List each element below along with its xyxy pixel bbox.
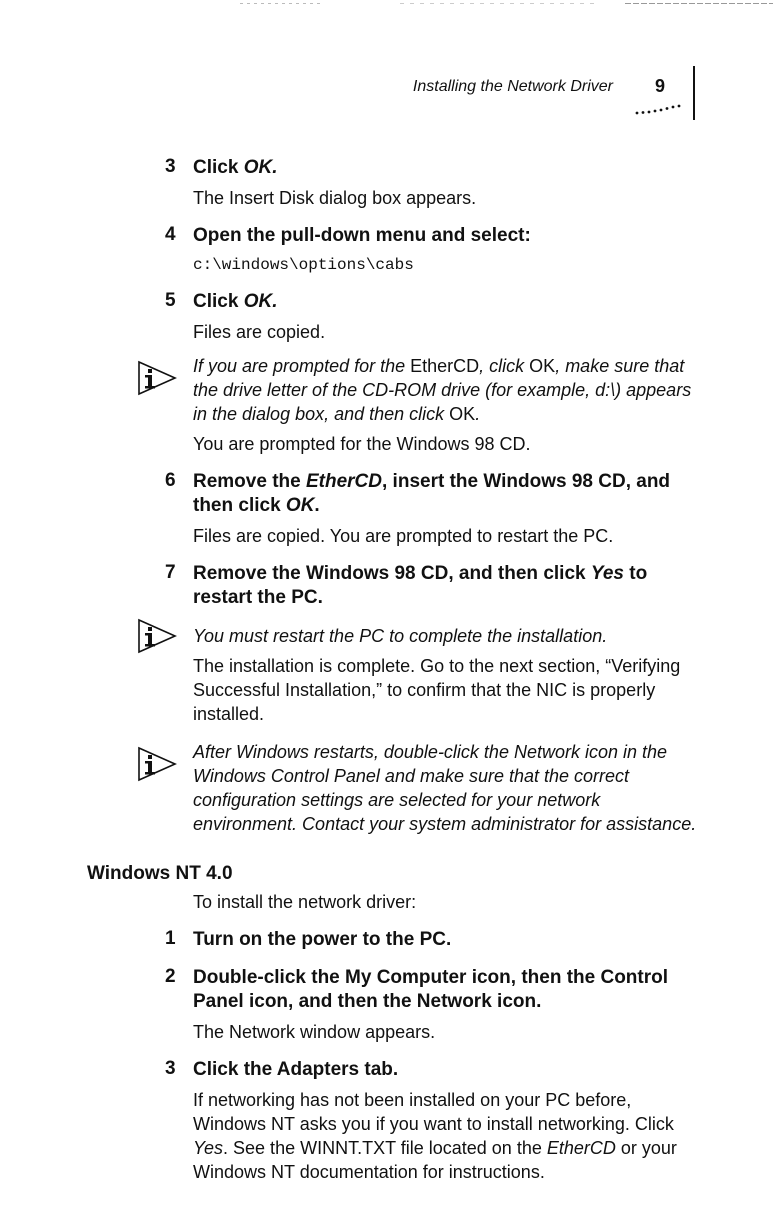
header-dots-decoration — [633, 100, 689, 116]
step-5 — [165, 290, 703, 344]
running-header — [381, 66, 701, 120]
info-note: You must restart the PC to complete the installation. — [193, 624, 703, 648]
step-number: 3 — [165, 156, 176, 177]
step-number: 4 — [165, 224, 176, 245]
step-3 — [165, 156, 703, 210]
step-number: 1 — [165, 928, 176, 949]
step-number: 3 — [165, 1058, 176, 1079]
step-number: 5 — [165, 290, 176, 311]
step-description: If networking has not been installed on your PC before, Windows NT asks you if you want to install networking. Click Yes. See the WINNT.TXT file located on the EtherCD or your Windows NT documentation for instructions. — [193, 1090, 677, 1182]
page-content — [0, 156, 773, 1184]
step-title: Open the pull-down menu and select: — [193, 225, 531, 246]
step-title: Click OK. — [193, 157, 278, 178]
nt-step-3 — [165, 1058, 703, 1184]
step-4 — [165, 224, 703, 276]
section-heading: Windows NT 4.0 — [87, 863, 233, 884]
info-note: After Windows restarts, double-click the Network icon in the Windows Control Panel and make sure that the correct configuration settings are selected for your network environment. Contact your system administrator for assistance. — [193, 740, 703, 836]
step-description: The Insert Disk dialog box appears. — [193, 188, 477, 208]
step-number: 6 — [165, 470, 176, 491]
step-6 — [165, 470, 703, 548]
info-icon — [135, 744, 179, 784]
paragraph: The installation is complete. Go to the next section, “Verifying Successful Installation,” to confirm that the NIC is properly installed. — [193, 656, 681, 724]
page-number: 9 — [654, 76, 665, 96]
step-description: The Network window appears. — [193, 1022, 436, 1042]
step-7 — [165, 562, 703, 610]
step-number: 7 — [165, 562, 176, 583]
step-title: Turn on the power to the PC. — [193, 929, 452, 950]
info-note: If you are prompted for the EtherCD, click OK, make sure that the drive letter of the CD-ROM drive (for example, d:\) appears in the dialog box, and then click OK. — [193, 354, 703, 426]
step-title: Click the Adapters tab. — [193, 1059, 399, 1080]
scan-artifact-line — [0, 2, 773, 5]
step-description: Files are copied. — [193, 322, 326, 342]
step-number: 2 — [165, 966, 176, 987]
section-intro: To install the network driver: — [193, 892, 417, 912]
step-title: Remove the Windows 98 CD, and then click Yes to restart the PC. — [193, 563, 648, 608]
step-description: Files are copied. You are prompted to restart the PC. — [193, 526, 614, 546]
info-icon — [135, 616, 179, 656]
nt-step-1 — [165, 928, 703, 952]
paragraph: You are prompted for the Windows 98 CD. — [193, 434, 531, 454]
step-title: Double-click the My Computer icon, then the Control Panel icon, and then the Network icon. — [193, 967, 669, 1012]
step-title: Click OK. — [193, 291, 278, 312]
header-title: Installing the Network Driver — [412, 78, 613, 95]
step-title: Remove the EtherCD, insert the Windows 98 CD, and then click OK. — [193, 471, 671, 516]
header-rule — [693, 66, 695, 120]
path-code: c:\windows\options\cabs — [193, 256, 414, 274]
nt-step-2 — [165, 966, 703, 1044]
info-icon — [135, 358, 179, 398]
